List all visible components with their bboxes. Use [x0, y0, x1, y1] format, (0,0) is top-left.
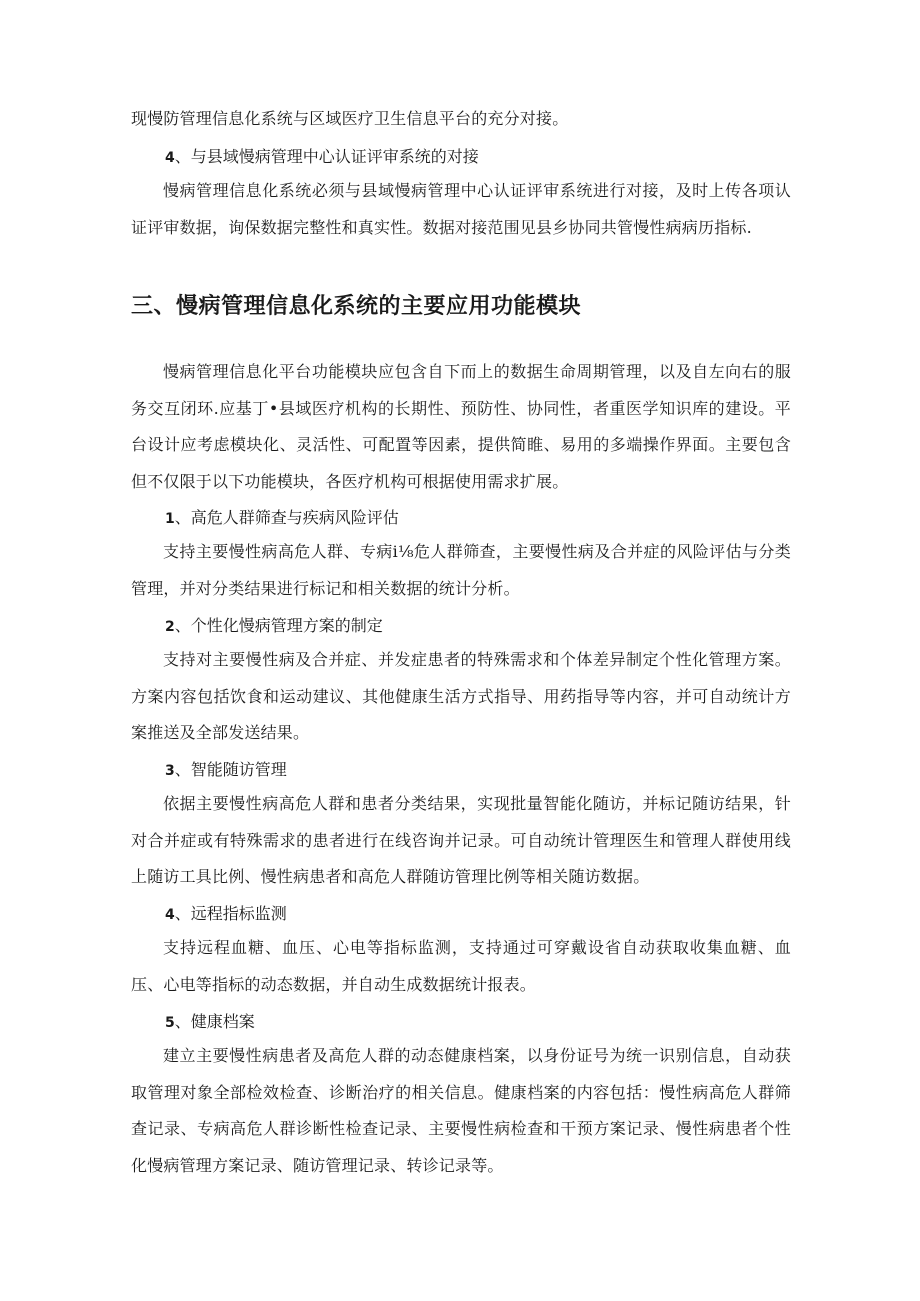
subheading-5-records — [165, 1012, 255, 1033]
subheading-4-monitoring — [165, 904, 287, 925]
section-title: 三、慢病管理信息化系统的主要应用功能模块 — [131, 294, 582, 319]
subheading-3-followup — [165, 760, 287, 781]
paragraph-intro-tail: 现慢防管理信息化系统与区域医疗卫生信息平台的充分对接。 — [131, 109, 569, 128]
subheading-number: 1 — [165, 511, 175, 527]
subheading-4-certification — [165, 147, 479, 168]
paragraph-section-intro: 慢病管理信息化平台功能模块应包含自下而上的数据生命周期管理，以及自左向右的服务交互闭环.应基丁•县域医疗机构的长期性、预防性、协同性，者重医学知识库的建设。平台设计应考虑模块化、灵活性、可配置等因素，提供简睢、易用的多端操作界面。主要包含但不仅限于以下功能模块，各医疗机构可根据使用需求扩展。 — [131, 362, 791, 491]
subheading-title: 高危人群筛查与疾病风险评估 — [190, 508, 399, 527]
subheading-separator: 、 — [174, 760, 191, 779]
subheading-number: 2 — [165, 619, 175, 635]
subheading-separator: 、 — [174, 904, 191, 923]
subheading-title: 远程指标监测 — [190, 904, 287, 923]
subheading-number: 4 — [165, 150, 175, 166]
subheading-title: 与县域慢病管理中心认证评审系统的对接 — [190, 147, 479, 166]
subheading-separator: 、 — [174, 1012, 191, 1031]
paragraph-records: 建立主要慢性病患者及高危人群的动态健康档案，以身份证号为统一识别信息，自动获取管理对象全部检效检查、诊断治疗的相关信息。健康档案的内容包括：慢性病高危人群筛查记录、专病高危人群诊断性检查记录、主要慢性病检查和干预方案记录、慢性病患者个性化慢病管理方案记录、随访管理记录、转诊记录等。 — [131, 1046, 791, 1175]
paragraph-screening: 支持主要慢性病高危人群、专病i⅛危人群筛查，主要慢性病及合并症的风险评估与分类管理，并对分类结果进行标记和相关数据的统计分析。 — [131, 542, 791, 598]
subheading-title: 个性化慢病管理方案的制定 — [190, 616, 383, 635]
subheading-separator: 、 — [174, 508, 191, 527]
subheading-separator: 、 — [174, 147, 191, 166]
subheading-title: 健康档案 — [190, 1012, 255, 1031]
subheading-separator: 、 — [174, 616, 191, 635]
subheading-number: 3 — [165, 763, 175, 779]
paragraph-plan: 支持对主要慢性病及合并症、并发症患者的特殊需求和个体差异制定个性化管理方案。方案内容包括饮食和运动建议、其他健康生活方式指导、用药指导等内容，并可自动统计方案推送及全部发送结果。 — [131, 650, 791, 742]
paragraph-certification: 慢病管理信息化系统必须与县域慢病管理中心认证评审系统进行对接，及时上传各项认证评审数据，询保数据完整性和真实性。数据对接范围见县乡协同共管慢性病病历指标. — [131, 181, 791, 237]
subheading-number: 5 — [165, 1015, 175, 1031]
subheading-1-screening — [165, 508, 399, 529]
paragraph-followup: 依据主要慢性病高危人群和患者分类结果，实现批量智能化随访，并标记随访结果，针对合并症或有特殊需求的患者进行在线咨询并记录。可自动统计管理医生和管理人群使用线上随访工具比例、慢性病患者和高危人群随访管理比例等相关随访数据。 — [131, 794, 791, 886]
paragraph-monitoring: 支持远程血糖、血压、心电等指标监测，支持通过可穿戴设省自动获取收集血糖、血压、心电等指标的动态数据，并自动生成数据统计报表。 — [131, 938, 791, 994]
subheading-2-plan — [165, 616, 383, 637]
subheading-title: 智能随访管理 — [190, 760, 287, 779]
subheading-number: 4 — [165, 907, 175, 923]
